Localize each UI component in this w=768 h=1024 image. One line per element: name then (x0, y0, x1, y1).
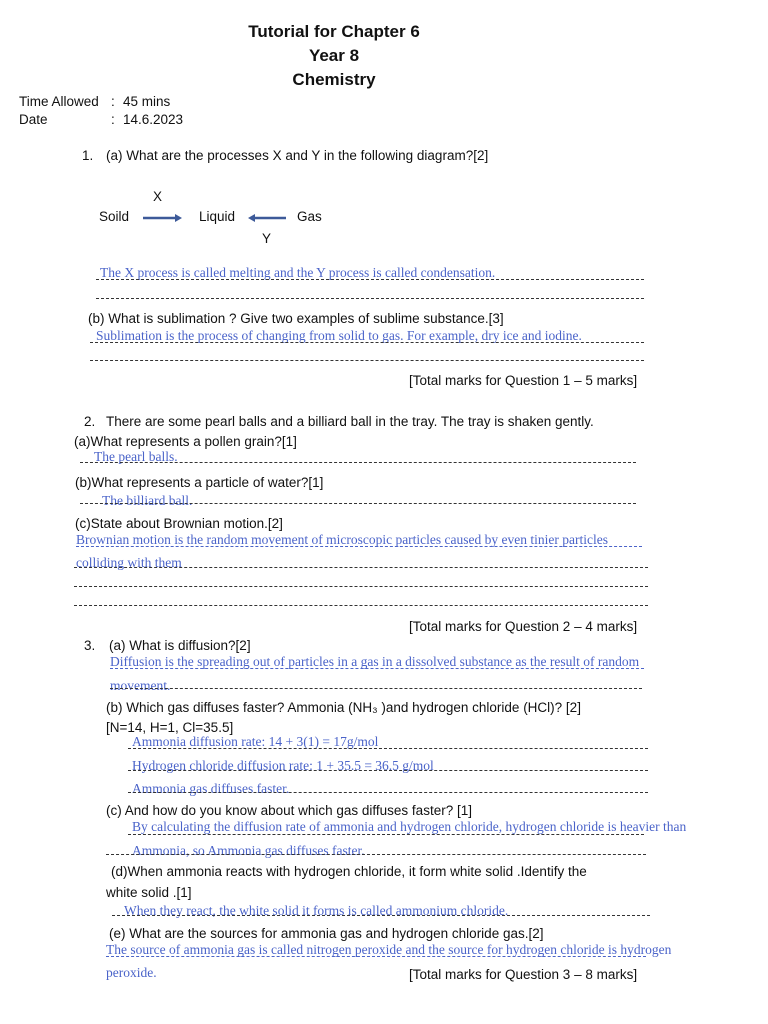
date-value: 14.6.2023 (123, 112, 184, 127)
answer-line (76, 546, 642, 547)
q2a-question: (a)What represents a pollen grain?[1] (74, 434, 297, 449)
answer-line (128, 792, 648, 793)
date-label: Date (19, 112, 48, 127)
answer-line (74, 605, 648, 606)
q3-number: 3. (84, 638, 96, 653)
q3c-answer-line1: By calculating the diffusion rate of ammonia and hydrogen chloride, hydrogen chloride is heavier than (132, 819, 687, 834)
time-value: 45 mins (123, 94, 171, 109)
answer-line (96, 279, 644, 280)
q3b-answer-line1: Ammonia diffusion rate: 14 + 3(1) = 17g/mol (132, 734, 379, 749)
q1b-answer: Sublimation is the process of changing from solid to gas. For example, dry ice and iodine. (96, 328, 582, 343)
q2c-answer-line1: Brownian motion is the random movement of microscopic particles caused by even tinier particles (76, 532, 608, 547)
answer-line (80, 462, 636, 463)
q3a-question: (a) What is diffusion?[2] (109, 638, 251, 653)
worksheet-title: Tutorial for Chapter 6 (248, 22, 420, 41)
answer-line (106, 854, 646, 855)
answer-line (128, 748, 648, 749)
q1a-answer: The X process is called melting and the Y process is called condensation. (100, 265, 496, 280)
q1a-question: (a) What are the processes X and Y in the following diagram?[2] (106, 148, 489, 163)
q3c-answer-line2: Ammonia, so Ammonia gas diffuses faster. (132, 843, 365, 858)
arrow-left-icon (248, 213, 288, 223)
q2c-question: (c)State about Brownian motion.[2] (75, 516, 283, 531)
q1-number: 1. (82, 148, 94, 163)
answer-line (128, 770, 648, 771)
q2a-answer: The pearl balls. (94, 449, 178, 464)
answer-line (110, 688, 642, 689)
q3d-question-line1: (d)When ammonia reacts with hydrogen chloride, it form white solid .Identify the (111, 864, 587, 879)
answer-line (74, 567, 648, 568)
answer-line (80, 503, 636, 504)
q2-intro: There are some pearl balls and a billiard ball in the tray. The tray is shaken gently. (106, 414, 594, 429)
answer-line (128, 834, 644, 835)
diagram-label-liquid: Liquid (199, 209, 236, 224)
answer-line (110, 668, 644, 669)
q2-total-marks: [Total marks for Question 2 – 4 marks] (409, 619, 638, 634)
answer-line (90, 342, 644, 343)
q3a-answer-line1: Diffusion is the spreading out of particles in a gas in a dissolved substance as the result of random (110, 654, 640, 669)
diagram-label-x: X (153, 189, 163, 204)
answer-line (96, 298, 644, 299)
q3e-answer-line1: The source of ammonia gas is called nitrogen peroxide and the source for hydrogen chloride is hydrogen (106, 942, 672, 957)
q3d-question-line2: white solid .[1] (106, 885, 192, 900)
q1-total-marks: [Total marks for Question 1 – 5 marks] (409, 373, 638, 388)
time-label: Time Allowed (19, 94, 99, 109)
arrow-right-icon (143, 213, 183, 223)
q3-total-marks: [Total marks for Question 3 – 8 marks] (409, 967, 638, 982)
diagram-label-gas: Gas (297, 209, 322, 224)
q3a-answer-line2: movement. (110, 678, 171, 693)
answer-line (112, 915, 650, 916)
q2-number: 2. (84, 414, 96, 429)
q3e-question: (e) What are the sources for ammonia gas and hydrogen chloride gas.[2] (109, 926, 544, 941)
answer-line (90, 360, 644, 361)
subject-heading: Chemistry (292, 70, 376, 89)
q3e-answer-line2: peroxide. (106, 965, 157, 980)
answer-line (74, 586, 648, 587)
diagram-label-y: Y (262, 231, 272, 246)
q3b-answer-line2: Hydrogen chloride diffusion rate: 1 + 35.5 = 36.5 g/mol (132, 758, 434, 773)
q3c-question: (c) And how do you know about which gas diffuses faster? [1] (106, 803, 472, 818)
q3d-answer: When they react, the white solid it forms is called ammonium chloride. (124, 903, 509, 918)
q3b-question: (b) Which gas diffuses faster? Ammonia (NH₃ )and hydrogen chloride (HCl)? [2] (106, 700, 581, 715)
q1b-question: (b) What is sublimation ? Give two examples of sublime substance.[3] (88, 311, 504, 326)
q2b-answer: The billiard ball. (102, 493, 193, 508)
q3b-atomic-masses: [N=14, H=1, Cl=35.5] (106, 720, 234, 735)
date-colon: : (111, 112, 115, 127)
diagram-label-solid: Soild (99, 209, 130, 224)
answer-line (106, 956, 646, 957)
time-colon: : (111, 94, 115, 109)
year-heading: Year 8 (308, 46, 360, 65)
q2c-answer-line2: colliding with them (76, 555, 182, 570)
q2b-question: (b)What represents a particle of water?[1] (75, 475, 324, 490)
q3b-answer-line3: Ammonia gas diffuses faster. (132, 781, 290, 796)
